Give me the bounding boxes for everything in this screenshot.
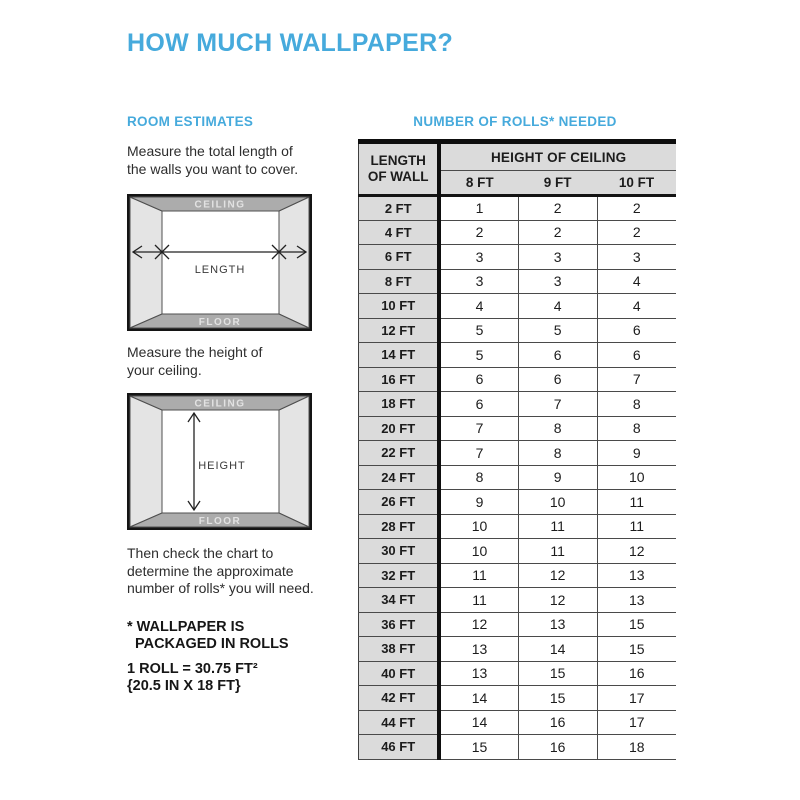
- room-back-wall: [162, 211, 279, 314]
- rolls-value-cell: 16: [518, 710, 597, 735]
- table-row: [359, 735, 677, 760]
- rolls-value-cell: 5: [439, 318, 518, 343]
- wall-length-cell: 42 FT: [359, 686, 440, 711]
- rolls-value-cell: 15: [518, 686, 597, 711]
- wall-length-header-text: LENGTH OF WALL: [367, 153, 429, 184]
- floor-label: FLOOR: [198, 516, 242, 527]
- rolls-value-cell: 12: [597, 539, 676, 564]
- step2-line: Measure the height of: [127, 344, 263, 360]
- wall-length-cell: 22 FT: [359, 441, 440, 466]
- wall-length-cell: 24 FT: [359, 465, 440, 490]
- wall-length-cell: 40 FT: [359, 661, 440, 686]
- rolls-table-body: [359, 196, 677, 760]
- rolls-value-cell: 8: [597, 392, 676, 417]
- wall-length-cell: 44 FT: [359, 710, 440, 735]
- table-row: [359, 269, 677, 294]
- step3-text: [127, 545, 314, 598]
- table-header-row-1: [359, 142, 677, 171]
- wall-length-cell: 14 FT: [359, 343, 440, 368]
- rolls-footnote: [127, 619, 289, 652]
- rolls-value-cell: 6: [597, 318, 676, 343]
- table-row: [359, 588, 677, 613]
- table-row: [359, 514, 677, 539]
- wall-length-cell: 34 FT: [359, 588, 440, 613]
- rolls-value-cell: 4: [439, 294, 518, 319]
- wall-length-cell: 28 FT: [359, 514, 440, 539]
- rolls-value-cell: 13: [597, 563, 676, 588]
- step3-line: determine the approximate: [127, 562, 294, 579]
- wall-length-cell: 16 FT: [359, 367, 440, 392]
- wall-length-cell: 20 FT: [359, 416, 440, 441]
- rolls-value-cell: 9: [597, 441, 676, 466]
- table-row: [359, 196, 677, 221]
- roll-size-line: {20.5 IN X 18 FT}: [127, 677, 241, 694]
- table-row: [359, 220, 677, 245]
- wall-length-cell: 32 FT: [359, 563, 440, 588]
- table-row: [359, 686, 677, 711]
- table-row: [359, 318, 677, 343]
- ceiling-height-group-header: HEIGHT OF CEILING: [439, 142, 676, 171]
- rolls-value-cell: 11: [597, 514, 676, 539]
- room-right-wall: [279, 197, 309, 328]
- rolls-value-cell: 6: [597, 343, 676, 368]
- wall-length-cell: 18 FT: [359, 392, 440, 417]
- rolls-value-cell: 5: [439, 343, 518, 368]
- wall-length-cell: 26 FT: [359, 490, 440, 515]
- rolls-value-cell: 12: [518, 563, 597, 588]
- table-row: [359, 416, 677, 441]
- rolls-value-cell: 8: [518, 416, 597, 441]
- rolls-value-cell: 11: [518, 514, 597, 539]
- wall-length-cell: 8 FT: [359, 269, 440, 294]
- rolls-value-cell: 17: [597, 686, 676, 711]
- rolls-value-cell: 13: [439, 637, 518, 662]
- rolls-value-cell: 6: [518, 343, 597, 368]
- table-row: [359, 539, 677, 564]
- table-row: [359, 245, 677, 270]
- ceiling-col-header-9ft: 9 FT: [518, 171, 597, 196]
- wall-length-cell: 38 FT: [359, 637, 440, 662]
- rolls-value-cell: 6: [439, 367, 518, 392]
- rolls-value-cell: 12: [439, 612, 518, 637]
- room-left-wall: [130, 197, 162, 328]
- rolls-value-cell: 10: [518, 490, 597, 515]
- rolls-value-cell: 7: [518, 392, 597, 417]
- rolls-value-cell: 8: [597, 416, 676, 441]
- rolls-value-cell: 8: [439, 465, 518, 490]
- wall-length-cell: 46 FT: [359, 735, 440, 760]
- ceiling-label: CEILING: [194, 398, 246, 410]
- rolls-value-cell: 2: [597, 196, 676, 221]
- table-row: [359, 441, 677, 466]
- step1-text: [127, 143, 298, 178]
- rolls-value-cell: 13: [597, 588, 676, 613]
- rolls-value-cell: 7: [439, 441, 518, 466]
- table-row: [359, 367, 677, 392]
- ceiling-col-header-10ft: 10 FT: [597, 171, 676, 196]
- rolls-value-cell: 9: [518, 465, 597, 490]
- room-height-diagram: [127, 393, 312, 530]
- rolls-value-cell: 6: [518, 367, 597, 392]
- step2-text: [127, 344, 262, 379]
- rolls-value-cell: 5: [518, 318, 597, 343]
- wall-length-cell: 30 FT: [359, 539, 440, 564]
- table-row: [359, 465, 677, 490]
- roll-size-info: [127, 661, 258, 694]
- table-row: [359, 490, 677, 515]
- rolls-value-cell: 2: [518, 196, 597, 221]
- rolls-value-cell: 13: [439, 661, 518, 686]
- rolls-value-cell: 3: [439, 269, 518, 294]
- roll-size-line: 1 ROLL = 30.75 FT²: [127, 661, 258, 677]
- rolls-value-cell: 11: [518, 539, 597, 564]
- wall-length-cell: 12 FT: [359, 318, 440, 343]
- floor-label: FLOOR: [198, 317, 242, 328]
- rolls-value-cell: 15: [597, 612, 676, 637]
- wall-length-cell: 10 FT: [359, 294, 440, 319]
- table-row: [359, 343, 677, 368]
- rolls-value-cell: 10: [439, 514, 518, 539]
- rolls-value-cell: 2: [439, 220, 518, 245]
- rolls-value-cell: 4: [597, 294, 676, 319]
- rolls-value-cell: 15: [439, 735, 518, 760]
- rolls-value-cell: 11: [439, 588, 518, 613]
- ceiling-col-header-8ft: 8 FT: [439, 171, 518, 196]
- step1-line: the walls you want to cover.: [127, 160, 299, 177]
- rolls-value-cell: 17: [597, 710, 676, 735]
- table-row: [359, 661, 677, 686]
- room-length-diagram: [127, 194, 312, 331]
- rolls-table: [358, 139, 676, 760]
- rolls-value-cell: 18: [597, 735, 676, 760]
- rolls-value-cell: 3: [439, 245, 518, 270]
- rolls-value-cell: 4: [597, 269, 676, 294]
- rolls-value-cell: 3: [518, 245, 597, 270]
- rolls-value-cell: 9: [439, 490, 518, 515]
- room-estimates-heading: ROOM ESTIMATES: [127, 114, 254, 129]
- wall-length-cell: 2 FT: [359, 196, 440, 221]
- length-dimension-label: LENGTH: [194, 264, 246, 276]
- rolls-value-cell: 7: [597, 367, 676, 392]
- rolls-value-cell: 13: [518, 612, 597, 637]
- step1-line: Measure the total length of: [127, 143, 293, 159]
- step3-line: Then check the chart to: [127, 545, 274, 561]
- table-row: [359, 563, 677, 588]
- step2-line: your ceiling.: [127, 361, 202, 378]
- rolls-value-cell: 3: [518, 269, 597, 294]
- wall-length-cell: 6 FT: [359, 245, 440, 270]
- table-row: [359, 710, 677, 735]
- rolls-needed-heading: NUMBER OF ROLLS* NEEDED: [413, 114, 617, 129]
- rolls-value-cell: 12: [518, 588, 597, 613]
- ceiling-label: CEILING: [194, 199, 246, 211]
- rolls-value-cell: 2: [518, 220, 597, 245]
- rolls-value-cell: 15: [597, 637, 676, 662]
- rolls-value-cell: 16: [597, 661, 676, 686]
- room-left-wall: [130, 396, 162, 527]
- table-row: [359, 294, 677, 319]
- rolls-value-cell: 10: [439, 539, 518, 564]
- wall-length-cell: 4 FT: [359, 220, 440, 245]
- rolls-value-cell: 11: [597, 490, 676, 515]
- rolls-value-cell: 14: [439, 710, 518, 735]
- rolls-table-container: [358, 139, 676, 760]
- rolls-value-cell: 10: [597, 465, 676, 490]
- page-title: HOW MUCH WALLPAPER?: [127, 29, 454, 57]
- rolls-value-cell: 15: [518, 661, 597, 686]
- rolls-value-cell: 14: [439, 686, 518, 711]
- step3-line: number of rolls* you will need.: [127, 580, 314, 596]
- rolls-value-cell: 16: [518, 735, 597, 760]
- rolls-value-cell: 4: [518, 294, 597, 319]
- rolls-value-cell: 2: [597, 220, 676, 245]
- table-row: [359, 612, 677, 637]
- room-right-wall: [279, 396, 309, 527]
- table-row: [359, 392, 677, 417]
- wall-length-header: [359, 142, 440, 196]
- rolls-value-cell: 14: [518, 637, 597, 662]
- rolls-value-cell: 7: [439, 416, 518, 441]
- footnote-line: * WALLPAPER IS: [127, 619, 245, 635]
- rolls-value-cell: 6: [439, 392, 518, 417]
- height-dimension-label: HEIGHT: [198, 460, 246, 472]
- table-row: [359, 637, 677, 662]
- rolls-value-cell: 1: [439, 196, 518, 221]
- footnote-line: PACKAGED IN ROLLS: [135, 635, 289, 652]
- wall-length-cell: 36 FT: [359, 612, 440, 637]
- rolls-value-cell: 3: [597, 245, 676, 270]
- rolls-value-cell: 11: [439, 563, 518, 588]
- rolls-value-cell: 8: [518, 441, 597, 466]
